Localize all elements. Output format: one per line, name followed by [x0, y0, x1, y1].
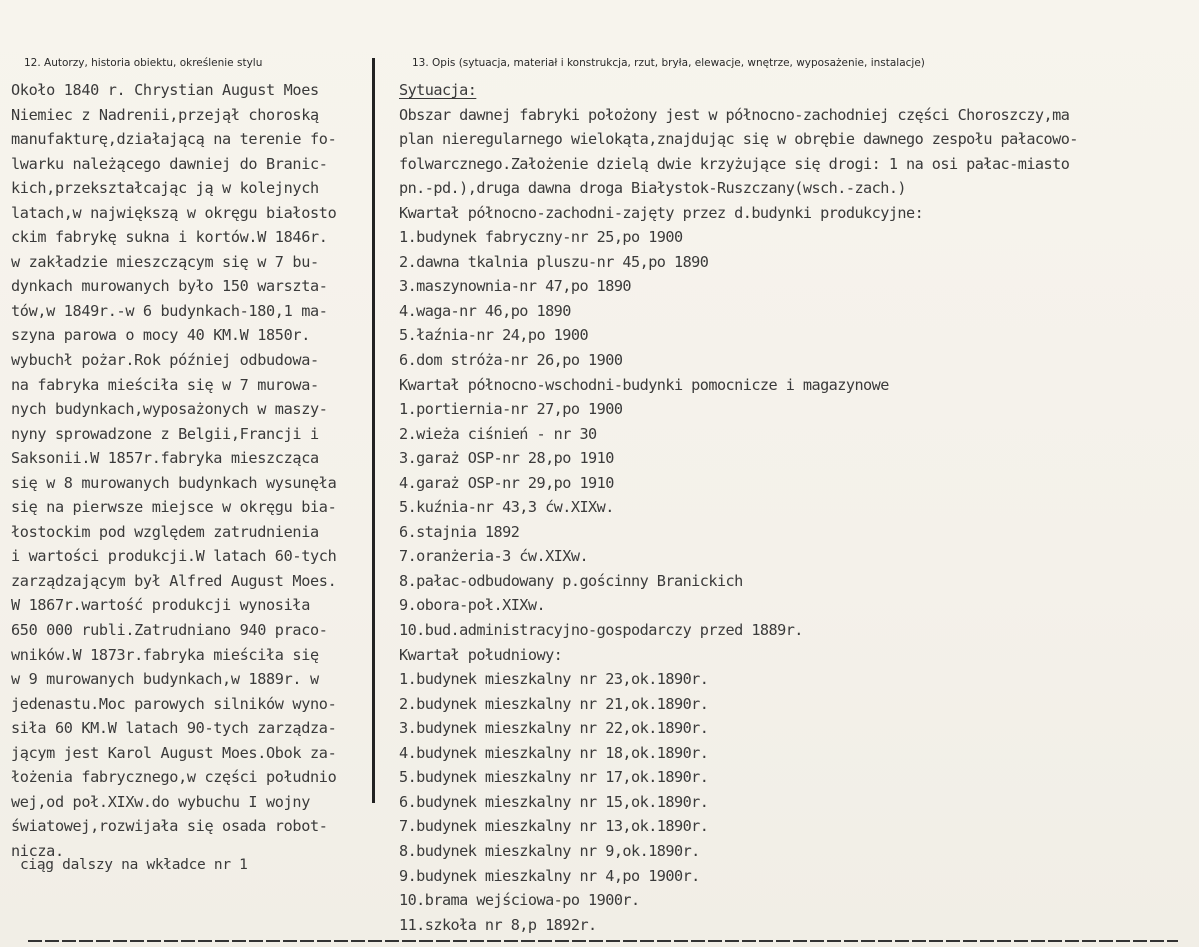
history-line: wybuchł pożar.Rok później odbudowa-: [11, 351, 319, 370]
situation-line: Obszar dawnej fabryki położony jest w północno-zachodniej części Choroszczy,ma: [399, 105, 1070, 124]
history-line: w 9 murowanych budynkach,w 1889r. w: [11, 670, 319, 689]
situation-line: 7.budynek mieszkalny nr 13,ok.1890r.: [399, 817, 709, 836]
bottom-rule: [28, 940, 1178, 942]
situation-line: 5.łaźnia-nr 24,po 1900: [399, 326, 589, 345]
history-line: siła 60 KM.W latach 90-tych zarządza-: [11, 719, 337, 738]
column-divider: [372, 58, 375, 803]
history-line: łostockim pod względem zatrudnienia: [11, 522, 319, 541]
history-line: wej,od poł.XIXw.do wybuchu I wojny: [11, 792, 310, 811]
history-line: tów,w 1849r.-w 6 budynkach-180,1 ma-: [11, 301, 328, 320]
situation-line: Kwartał północno-wschodni-budynki pomocnicze i magazynowe: [399, 375, 889, 394]
situation-line: 2.wieża ciśnień - nr 30: [399, 424, 597, 443]
description-column: [399, 78, 1189, 937]
situation-line: 4.budynek mieszkalny nr 18,ok.1890r.: [399, 743, 709, 762]
history-line: Saksonii.W 1857r.fabryka mieszcząca: [11, 449, 319, 468]
history-line: na fabryka mieściła się w 7 murowa-: [11, 375, 319, 394]
situation-line: 8.budynek mieszkalny nr 9,ok.1890r.: [399, 841, 700, 860]
situation-title: Sytuacja:: [399, 81, 477, 99]
history-line: łożenia fabrycznego,w części południo: [11, 768, 337, 787]
history-line: się w 8 murowanych budynkach wysunęła: [11, 473, 337, 492]
continuation-note: ciąg dalszy na wkładce nr 1: [20, 857, 248, 873]
history-line: W 1867r.wartość produkcji wynosiła: [11, 596, 310, 615]
history-line: lwarku należącego dawniej do Branic-: [11, 154, 328, 173]
situation-line: 11.szkoła nr 8,p 1892r.: [399, 915, 597, 934]
section-12-heading: 12. Autorzy, historia obiektu, określenie stylu: [24, 57, 263, 69]
situation-line: plan nieregularnego wielokąta,znajdując się w obrębie dawnego zespołu pałacowo-: [399, 130, 1078, 149]
history-line: i wartości produkcji.W latach 60-tych: [11, 547, 337, 566]
history-line: się na pierwsze miejsce w okręgu bia-: [11, 498, 337, 517]
history-line: jącym jest Karol August Moes.Obok za-: [11, 743, 337, 762]
situation-line: 1.budynek mieszkalny nr 23,ok.1890r.: [399, 670, 709, 689]
situation-line: pn.-pd.),druga dawna droga Białystok-Ruszczany(wsch.-zach.): [399, 179, 907, 198]
situation-line: 1.portiernia-nr 27,po 1900: [399, 400, 623, 419]
history-line: kich,przekształcając ją w kolejnych: [11, 179, 319, 198]
situation-line: 9.obora-poł.XIXw.: [399, 596, 546, 615]
situation-line: 4.garaż OSP-nr 29,po 1910: [399, 473, 614, 492]
history-line: latach,w największą w okręgu białosto: [11, 203, 337, 222]
situation-line: 1.budynek fabryczny-nr 25,po 1900: [399, 228, 683, 247]
situation-line: 6.budynek mieszkalny nr 15,ok.1890r.: [399, 792, 709, 811]
history-line: Niemiec z Nadrenii,przejął choroską: [11, 105, 319, 124]
history-line: szyna parowa o mocy 40 KM.W 1850r.: [11, 326, 310, 345]
history-line: manufakturę,działającą na terenie fo-: [11, 130, 337, 149]
situation-line: 2.dawna tkalnia pluszu-nr 45,po 1890: [399, 252, 709, 271]
history-line: nyny sprowadzone z Belgii,Francji i: [11, 424, 319, 443]
history-line: ckim fabrykę sukna i kortów.W 1846r.: [11, 228, 328, 247]
situation-line: 3.garaż OSP-nr 28,po 1910: [399, 449, 614, 468]
situation-line: 3.maszynownia-nr 47,po 1890: [399, 277, 632, 296]
section-13-heading: 13. Opis (sytuacja, materiał i konstrukcja, rzut, bryła, elewacje, wnętrze, wyposażenie, instalacje): [412, 57, 925, 69]
situation-line: 5.kuźnia-nr 43,3 ćw.XIXw.: [399, 498, 614, 517]
history-line: w zakładzie mieszczącym się w 7 bu-: [11, 252, 319, 271]
situation-line: 9.budynek mieszkalny nr 4,po 1900r.: [399, 866, 700, 885]
situation-line: Kwartał północno-zachodni-zajęty przez d.budynki produkcyjne:: [399, 203, 924, 222]
history-line: jedenastu.Moc parowych silników wyno-: [11, 694, 337, 713]
situation-line: 6.dom stróża-nr 26,po 1900: [399, 351, 623, 370]
situation-line: Kwartał południowy:: [399, 645, 563, 664]
situation-line: 10.brama wejściowa-po 1900r.: [399, 891, 640, 910]
history-line: światowej,rozwijała się osada robot-: [11, 817, 328, 836]
situation-line: 4.waga-nr 46,po 1890: [399, 301, 571, 320]
history-line: 650 000 rubli.Zatrudniano 940 praco-: [11, 621, 328, 640]
history-line: wników.W 1873r.fabryka mieściła się: [11, 645, 319, 664]
situation-line: 3.budynek mieszkalny nr 22,ok.1890r.: [399, 719, 709, 738]
situation-line: 2.budynek mieszkalny nr 21,ok.1890r.: [399, 694, 709, 713]
situation-line: folwarcznego.Założenie dzielą dwie krzyżujące się drogi: 1 na osi pałac-miasto: [399, 154, 1070, 173]
situation-line: 7.oranżeria-3 ćw.XIXw.: [399, 547, 589, 566]
history-line: Około 1840 r. Chrystian August Moes: [11, 81, 319, 99]
situation-line: 8.pałac-odbudowany p.gościnny Branickich: [399, 571, 743, 590]
situation-lines: [399, 103, 1189, 938]
history-line: nicza.: [11, 841, 64, 860]
situation-line: 5.budynek mieszkalny nr 17,ok.1890r.: [399, 768, 709, 787]
situation-line: 10.bud.administracyjno-gospodarczy przed 1889r.: [399, 621, 803, 640]
situation-line: 6.stajnia 1892: [399, 522, 520, 541]
history-column: [11, 78, 371, 864]
history-line: dynkach murowanych było 150 warszta-: [11, 277, 328, 296]
history-line: nych budynkach,wyposażonych w maszy-: [11, 400, 328, 419]
history-line: zarządzającym był Alfred August Moes.: [11, 571, 337, 590]
